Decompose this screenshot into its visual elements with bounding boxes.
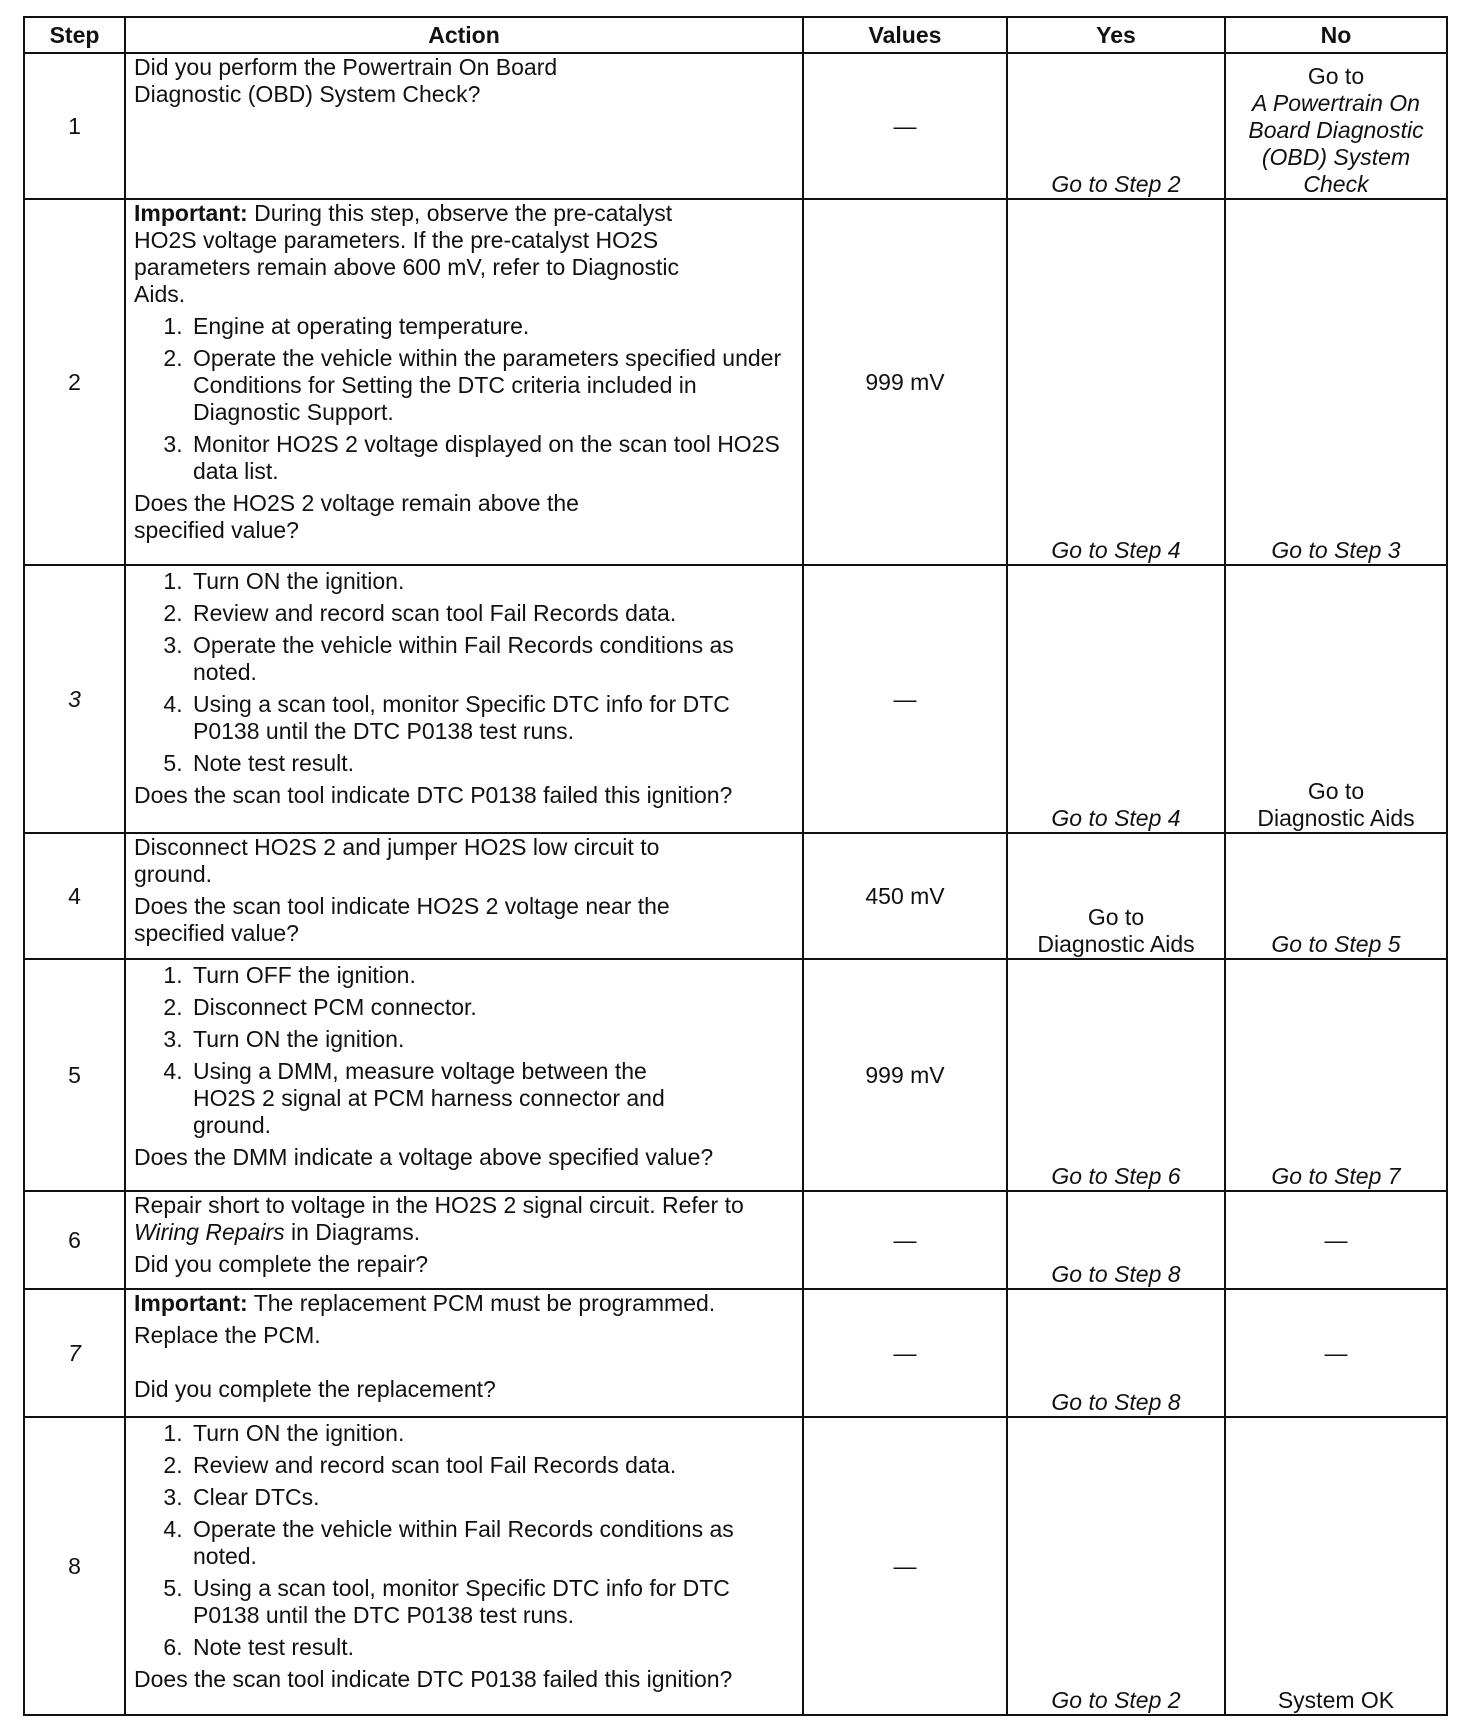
- yes-cell: Go to Step 6: [1007, 959, 1225, 1191]
- important-label: Important:: [134, 200, 248, 226]
- list-item: 3. Clear DTCs.: [189, 1484, 794, 1511]
- action-text-a: Repair short to voltage in the HO2S 2 signal circuit. Refer to: [134, 1192, 744, 1218]
- list-item: 1. Turn ON the ignition.: [189, 568, 794, 595]
- table-row-step-8: [24, 1417, 1447, 1715]
- no-goto: Go to: [1307, 778, 1365, 804]
- action-question: Does the scan tool indicate DTC P0138 failed this ignition?: [134, 782, 733, 808]
- action-cell: [125, 53, 803, 199]
- header-values: Values: [803, 17, 1007, 53]
- value-cell: —: [803, 1191, 1007, 1289]
- list-item: 3. Operate the vehicle within Fail Records conditions as noted.: [189, 632, 794, 686]
- no-cell: —: [1225, 1289, 1447, 1417]
- action-question: Did you perform the Powertrain On Board Diagnostic (OBD) System Check?: [134, 54, 558, 107]
- list-item: 2. Disconnect PCM connector.: [189, 994, 794, 1021]
- wiring-repairs-ref: Wiring Repairs: [134, 1219, 285, 1245]
- table-row-step-1: [24, 53, 1447, 199]
- action-question: Does the DMM indicate a voltage above specified value?: [134, 1144, 714, 1170]
- action-steps: [134, 1420, 794, 1661]
- no-ref: A Powertrain On Board Diagnostic (OBD) System Check: [1248, 90, 1424, 197]
- action-text: Replace the PCM.: [134, 1322, 321, 1348]
- list-item: 4. Using a scan tool, monitor Specific DTC info for DTC P0138 until the DTC P0138 test runs.: [189, 691, 794, 745]
- important-text: The replacement PCM must be programmed.: [253, 1290, 716, 1316]
- yes-cell: Go to Step 4: [1007, 199, 1225, 565]
- action-question: Did you complete the replacement?: [134, 1376, 496, 1402]
- yes-ref: Diagnostic Aids: [1037, 931, 1195, 957]
- no-cell: Go to Step 3: [1225, 199, 1447, 565]
- table-row-step-4: [24, 833, 1447, 959]
- important-text: During this step, observe the pre-catalyst HO2S voltage parameters. If the pre-catalyst HO2S parameters remain above 600 mV, refer to Diagnostic Aids.: [134, 200, 680, 307]
- list-item: 2. Review and record scan tool Fail Records data.: [189, 1452, 794, 1479]
- list-item: 2. Operate the vehicle within the parameters specified under Conditions for Setting the DTC criteria included in Diagnostic Support.: [189, 345, 794, 426]
- important-note: [134, 1290, 794, 1317]
- list-item: 1. Engine at operating temperature.: [189, 313, 794, 340]
- list-item: 4. Operate the vehicle within Fail Records conditions as noted.: [189, 1516, 794, 1570]
- step-number: 4: [24, 833, 125, 959]
- action-cell: [125, 1289, 803, 1417]
- action-steps: [134, 313, 794, 485]
- yes-cell: [1007, 833, 1225, 959]
- value-cell: 999 mV: [803, 959, 1007, 1191]
- action-cell: [125, 959, 803, 1191]
- action-text-b: in Diagrams.: [291, 1219, 421, 1245]
- action-cell: [125, 1191, 803, 1289]
- table-row-step-7: [24, 1289, 1447, 1417]
- no-cell: System OK: [1225, 1417, 1447, 1715]
- action-question: Does the scan tool indicate HO2S 2 voltage near the specified value?: [134, 893, 670, 946]
- list-item: 3. Monitor HO2S 2 voltage displayed on the scan tool HO2S data list.: [189, 431, 794, 485]
- important-label: Important:: [134, 1290, 248, 1316]
- value-cell: —: [803, 53, 1007, 199]
- no-ref: Diagnostic Aids: [1257, 805, 1415, 831]
- header-action: Action: [125, 17, 803, 53]
- action-question: Does the scan tool indicate DTC P0138 failed this ignition?: [134, 1666, 733, 1692]
- yes-cell: Go to Step 8: [1007, 1289, 1225, 1417]
- action-question: Did you complete the repair?: [134, 1251, 429, 1277]
- value-cell: —: [803, 565, 1007, 833]
- yes-cell: Go to Step 4: [1007, 565, 1225, 833]
- action-cell: [125, 833, 803, 959]
- step-number: 5: [24, 959, 125, 1191]
- list-item: 4. Using a DMM, measure voltage between the HO2S 2 signal at PCM harness connector and ground.: [189, 1058, 794, 1139]
- table-row-step-5: [24, 959, 1447, 1191]
- value-cell: —: [803, 1289, 1007, 1417]
- list-item: 5. Using a scan tool, monitor Specific DTC info for DTC P0138 until the DTC P0138 test runs.: [189, 1575, 794, 1629]
- yes-cell: Go to Step 8: [1007, 1191, 1225, 1289]
- header-no: No: [1225, 17, 1447, 53]
- step-number: 8: [24, 1417, 125, 1715]
- list-item: 6. Note test result.: [189, 1634, 794, 1661]
- table-row-step-2: [24, 199, 1447, 565]
- no-cell: Go to Step 5: [1225, 833, 1447, 959]
- table-row-step-6: [24, 1191, 1447, 1289]
- no-cell: [1225, 565, 1447, 833]
- step-number: 3: [24, 565, 125, 833]
- yes-cell: Go to Step 2: [1007, 53, 1225, 199]
- action-text: [134, 1192, 794, 1246]
- list-item: 1. Turn OFF the ignition.: [189, 962, 794, 989]
- no-cell: Go to Step 7: [1225, 959, 1447, 1191]
- header-step: Step: [24, 17, 125, 53]
- important-note: [134, 200, 794, 308]
- action-cell: [125, 1417, 803, 1715]
- step-number: 2: [24, 199, 125, 565]
- no-cell: —: [1225, 1191, 1447, 1289]
- diagnostic-table: [23, 16, 1448, 1716]
- list-item: 2. Review and record scan tool Fail Records data.: [189, 600, 794, 627]
- step-number: 6: [24, 1191, 125, 1289]
- table-row-step-3: [24, 565, 1447, 833]
- value-cell: —: [803, 1417, 1007, 1715]
- header-row: [24, 17, 1447, 53]
- action-text: Disconnect HO2S 2 and jumper HO2S low circuit to ground.: [134, 834, 660, 887]
- action-cell: [125, 199, 803, 565]
- value-cell: 999 mV: [803, 199, 1007, 565]
- header-yes: Yes: [1007, 17, 1225, 53]
- yes-cell: Go to Step 2: [1007, 1417, 1225, 1715]
- value-cell: 450 mV: [803, 833, 1007, 959]
- action-steps: [134, 568, 794, 777]
- no-cell: [1225, 53, 1447, 199]
- no-goto: Go to: [1307, 63, 1365, 89]
- step-number: 1: [24, 53, 125, 199]
- list-item: 1. Turn ON the ignition.: [189, 1420, 794, 1447]
- step-number: 7: [24, 1289, 125, 1417]
- action-steps: [134, 962, 794, 1139]
- list-item: 3. Turn ON the ignition.: [189, 1026, 794, 1053]
- list-item: 5. Note test result.: [189, 750, 794, 777]
- yes-goto: Go to: [1087, 904, 1145, 930]
- action-cell: [125, 565, 803, 833]
- action-question: Does the HO2S 2 voltage remain above the specified value?: [134, 490, 579, 543]
